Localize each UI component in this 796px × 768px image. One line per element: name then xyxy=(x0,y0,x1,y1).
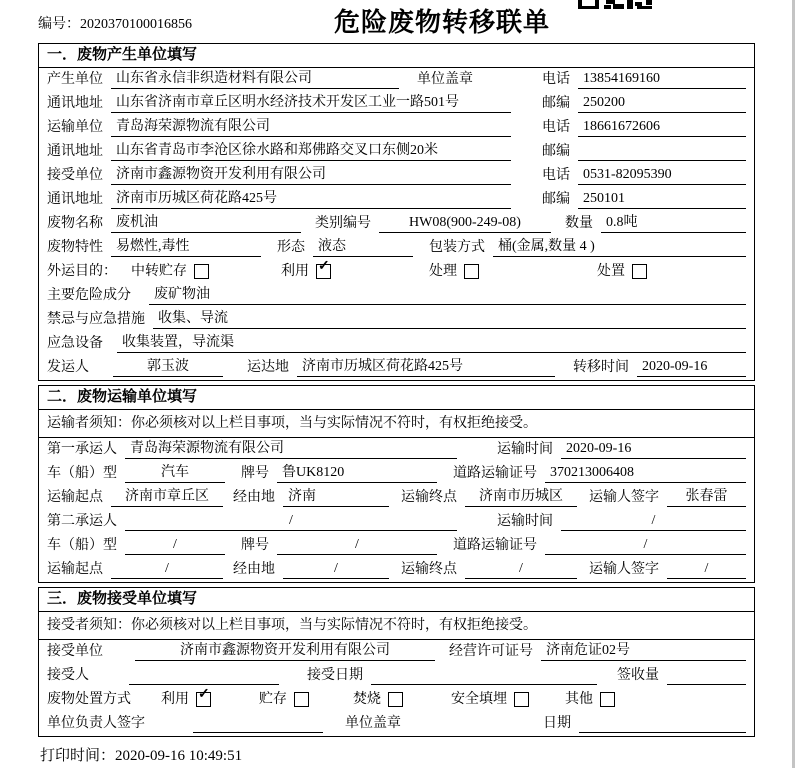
acceptor-field xyxy=(129,666,279,685)
waste-name-label: 废物名称 xyxy=(47,216,103,231)
purpose-utilize-label: 利用 xyxy=(281,264,309,279)
transport-time-label: 运输时间 xyxy=(497,442,553,457)
purpose-option-treat xyxy=(429,262,479,281)
receiver-notice xyxy=(39,612,754,640)
producer-address-field: 山东省济南市章丘区明水经济技术开发区工业一路501号 xyxy=(111,93,511,113)
disposal-method-label: 废物处置方式 xyxy=(47,692,131,707)
row-transporter-unit xyxy=(39,116,754,140)
row-emergency-measures xyxy=(39,308,754,332)
waste-property-label: 废物特性 xyxy=(47,240,103,255)
received-qty-field xyxy=(667,666,746,685)
disposal-option-landfill xyxy=(451,690,529,709)
purpose-dispose-label: 处置 xyxy=(597,264,625,279)
accept-date-label: 接受日期 xyxy=(307,668,363,683)
road-permit-field-2: / xyxy=(545,535,746,555)
checkbox-disposal-incinerate xyxy=(388,692,403,707)
row-vehicle-2 xyxy=(39,534,754,558)
row-disposal-method xyxy=(39,688,754,712)
carrier-sign-label-2: 运输人签字 xyxy=(589,562,659,577)
unit-seal-label-3: 单位盖章 xyxy=(345,716,401,731)
row-hazard-component xyxy=(39,284,754,308)
receiver-zip-field: 250101 xyxy=(578,189,746,209)
page-right-edge xyxy=(792,0,795,768)
accept-unit-field: 济南市鑫源物资开发利用有限公司 xyxy=(135,641,435,661)
row-receiver-unit xyxy=(39,164,754,188)
receiver-address-field: 济南市历城区荷花路425号 xyxy=(111,189,511,209)
destination-field: 济南市历城区荷花路425号 xyxy=(297,357,555,377)
checkbox-treat xyxy=(464,264,479,279)
receiver-address-label: 通讯地址 xyxy=(47,192,103,207)
acceptor-label: 接受人 xyxy=(47,668,89,683)
producer-zip-field: 250200 xyxy=(578,93,746,113)
hazard-component-field: 废矿物油 xyxy=(149,285,746,305)
emergency-equipment-field: 收集装置，导流渠 xyxy=(117,333,746,353)
purpose-option-dispose xyxy=(597,262,647,281)
plate-number-label: 牌号 xyxy=(241,466,269,481)
producer-address-label: 通讯地址 xyxy=(47,96,103,111)
purpose-temp-storage-label: 中转贮存 xyxy=(131,264,187,279)
road-permit-label: 道路运输证号 xyxy=(453,466,537,481)
row-receiver-address xyxy=(39,188,754,212)
origin-field-2: / xyxy=(111,559,223,579)
section-transporter xyxy=(38,385,755,583)
row-route-2 xyxy=(39,558,754,582)
disposal-option-other xyxy=(565,690,615,709)
category-code-label: 类别编号 xyxy=(315,216,371,231)
emergency-measures-label: 禁忌与应急措施 xyxy=(47,312,145,327)
transport-time-label-2: 运输时间 xyxy=(497,514,553,529)
transporter-notice xyxy=(39,410,754,438)
via-field: 济南 xyxy=(283,487,389,507)
row-consignor xyxy=(39,356,754,380)
row-waste-name xyxy=(39,212,754,236)
vehicle-type-field-2: / xyxy=(125,535,225,555)
checkbox-disposal-store xyxy=(294,692,309,707)
hazard-component-label: 主要危险成分 xyxy=(47,288,131,303)
print-time xyxy=(40,744,796,765)
disposal-incinerate-label: 焚烧 xyxy=(353,692,381,707)
document-header xyxy=(0,0,796,43)
document-number xyxy=(38,13,192,33)
consignor-field: 郭玉波 xyxy=(113,357,223,377)
disposal-option-store xyxy=(259,690,309,709)
checkbox-disposal-other xyxy=(600,692,615,707)
accept-unit-label: 接受单位 xyxy=(47,644,103,659)
print-time-label: 打印时间： xyxy=(40,748,116,764)
waste-name-field: 废机油 xyxy=(111,213,301,233)
category-code-field: HW08(900-249-08) xyxy=(379,213,551,233)
packing-field: 桶(金属,数量 4 ) xyxy=(493,237,746,257)
checkmark: ✓ xyxy=(318,259,330,274)
head-signature-field xyxy=(193,714,323,733)
transporter-address-field: 山东省青岛市李沧区徐水路和郑佛路交叉口东侧20米 xyxy=(111,141,511,161)
permit-number-field: 济南危证02号 xyxy=(541,641,746,661)
head-signature-label: 单位负责人签字 xyxy=(47,716,145,731)
checkmark: ✓ xyxy=(198,687,210,702)
origin-label-2: 运输起点 xyxy=(47,562,103,577)
section-producer-title: 一．废物产生单位填写 xyxy=(39,44,754,68)
receiver-notice-text: 你必须核对以上栏目事项，当与实际情况不符时，有权拒绝接受。 xyxy=(131,618,537,633)
origin-field: 济南市章丘区 xyxy=(111,487,223,507)
transport-time-field: 2020-09-16 xyxy=(561,439,746,459)
section-transporter-title: 二．废物运输单位填写 xyxy=(39,386,754,410)
row-acceptor xyxy=(39,664,754,688)
section-receiver xyxy=(38,587,755,737)
transporter-unit-field: 青岛海荣源物流有限公司 xyxy=(111,117,511,137)
form-state-label: 形态 xyxy=(277,240,305,255)
producer-unit-label: 产生单位 xyxy=(47,72,103,87)
transport-time-field-2: / xyxy=(561,511,746,531)
transporter-unit-label: 运输单位 xyxy=(47,120,103,135)
row-accept-unit xyxy=(39,640,754,664)
checkbox-temp-storage xyxy=(194,264,209,279)
vehicle-type-label: 车（船）型 xyxy=(47,466,117,481)
producer-phone-label: 电话 xyxy=(542,72,570,87)
via-field-2: / xyxy=(283,559,389,579)
quantity-label: 数量 xyxy=(565,216,593,231)
section-receiver-title: 三．废物接受单位填写 xyxy=(39,588,754,612)
transporter-phone-field: 18661672606 xyxy=(578,117,746,137)
checkbox-disposal-landfill xyxy=(514,692,529,707)
end-point-label: 运输终点 xyxy=(401,490,457,505)
transfer-purpose-label: 外运目的： xyxy=(47,264,117,279)
origin-label: 运输起点 xyxy=(47,490,103,505)
receiver-unit-label: 接受单位 xyxy=(47,168,103,183)
page-title: 危险废物转移联单 xyxy=(334,7,551,37)
road-permit-label-2: 道路运输证号 xyxy=(453,538,537,553)
manifest-form xyxy=(38,43,755,737)
destination-label: 运达地 xyxy=(247,360,289,375)
sign-date-field xyxy=(579,714,746,733)
document-number-label: 编号： xyxy=(38,17,80,32)
via-label-2: 经由地 xyxy=(233,562,275,577)
row-producer-address xyxy=(39,92,754,116)
transporter-zip-label: 邮编 xyxy=(542,144,570,159)
via-label: 经由地 xyxy=(233,490,275,505)
checkbox-utilize xyxy=(316,259,331,279)
row-first-carrier xyxy=(39,438,754,462)
row-vehicle-1 xyxy=(39,462,754,486)
transporter-notice-label: 运输者须知： xyxy=(47,416,131,431)
receiver-phone-field: 0531-82095390 xyxy=(578,165,746,185)
receiver-phone-label: 电话 xyxy=(542,168,570,183)
form-state-field: 液态 xyxy=(313,237,413,257)
transporter-address-label: 通讯地址 xyxy=(47,144,103,159)
received-qty-label: 签收量 xyxy=(617,668,659,683)
transporter-zip-field xyxy=(578,142,746,161)
print-time-value: 2020-09-16 10:49:51 xyxy=(115,748,243,764)
consignor-label: 发运人 xyxy=(47,360,89,375)
quantity-field: 0.8吨 xyxy=(601,213,746,233)
row-transporter-address xyxy=(39,140,754,164)
disposal-other-label: 其他 xyxy=(565,692,593,707)
plate-number-label-2: 牌号 xyxy=(241,538,269,553)
receiver-unit-field: 济南市鑫源物资开发利用有限公司 xyxy=(111,165,511,185)
row-second-carrier xyxy=(39,510,754,534)
plate-number-field: 鲁UK8120 xyxy=(277,463,437,483)
disposal-store-label: 贮存 xyxy=(259,692,287,707)
receiver-zip-label: 邮编 xyxy=(542,192,570,207)
second-carrier-field: / xyxy=(125,511,457,531)
producer-phone-field: 13854169160 xyxy=(578,69,746,89)
purpose-option-utilize xyxy=(281,259,331,281)
road-permit-field: 370213006408 xyxy=(545,463,746,483)
transporter-phone-label: 电话 xyxy=(542,120,570,135)
unit-seal-label: 单位盖章 xyxy=(417,72,473,87)
checkbox-disposal-utilize xyxy=(196,687,211,707)
vehicle-type-label-2: 车（船）型 xyxy=(47,538,117,553)
receiver-notice-label: 接受者须知： xyxy=(47,618,131,633)
carrier-sign-field-2: / xyxy=(667,559,746,579)
row-route-1 xyxy=(39,486,754,510)
permit-number-label: 经营许可证号 xyxy=(449,644,533,659)
disposal-utilize-label: 利用 xyxy=(161,692,189,707)
row-waste-property xyxy=(39,236,754,260)
row-head-signature xyxy=(39,712,754,736)
end-point-label-2: 运输终点 xyxy=(401,562,457,577)
plate-number-field-2: / xyxy=(277,535,437,555)
transfer-time-label: 转移时间 xyxy=(573,360,629,375)
emergency-measures-field: 收集、导流 xyxy=(153,309,746,329)
transfer-time-field: 2020-09-16 xyxy=(637,357,746,377)
waste-property-field: 易燃性,毒性 xyxy=(111,237,261,257)
checkbox-dispose xyxy=(632,264,647,279)
carrier-sign-label: 运输人签字 xyxy=(589,490,659,505)
packing-label: 包装方式 xyxy=(429,240,485,255)
end-point-field-2: / xyxy=(465,559,577,579)
disposal-landfill-label: 安全填埋 xyxy=(451,692,507,707)
row-emergency-equipment xyxy=(39,332,754,356)
qr-code-icon xyxy=(578,0,652,9)
sign-date-label: 日期 xyxy=(543,716,571,731)
vehicle-type-field: 汽车 xyxy=(125,463,225,483)
purpose-option-temp-storage xyxy=(131,262,209,281)
disposal-option-incinerate xyxy=(353,690,403,709)
second-carrier-label: 第二承运人 xyxy=(47,514,117,529)
row-transfer-purpose xyxy=(39,260,754,284)
row-producer-unit xyxy=(39,68,754,92)
emergency-equipment-label: 应急设备 xyxy=(47,336,103,351)
accept-date-field xyxy=(371,666,597,685)
producer-unit-field: 山东省永信非织造材料有限公司 xyxy=(111,69,399,89)
transporter-notice-text: 你必须核对以上栏目事项，当与实际情况不符时，有权拒绝接受。 xyxy=(131,416,537,431)
first-carrier-field: 青岛海荣源物流有限公司 xyxy=(125,439,457,459)
section-producer xyxy=(38,43,755,381)
producer-zip-label: 邮编 xyxy=(542,96,570,111)
document-number-value: 2020370100016856 xyxy=(80,17,192,32)
end-point-field: 济南市历城区 xyxy=(465,487,577,507)
first-carrier-label: 第一承运人 xyxy=(47,442,117,457)
carrier-sign-field: 张春雷 xyxy=(667,487,746,507)
purpose-treat-label: 处理 xyxy=(429,264,457,279)
disposal-option-utilize xyxy=(161,687,211,709)
